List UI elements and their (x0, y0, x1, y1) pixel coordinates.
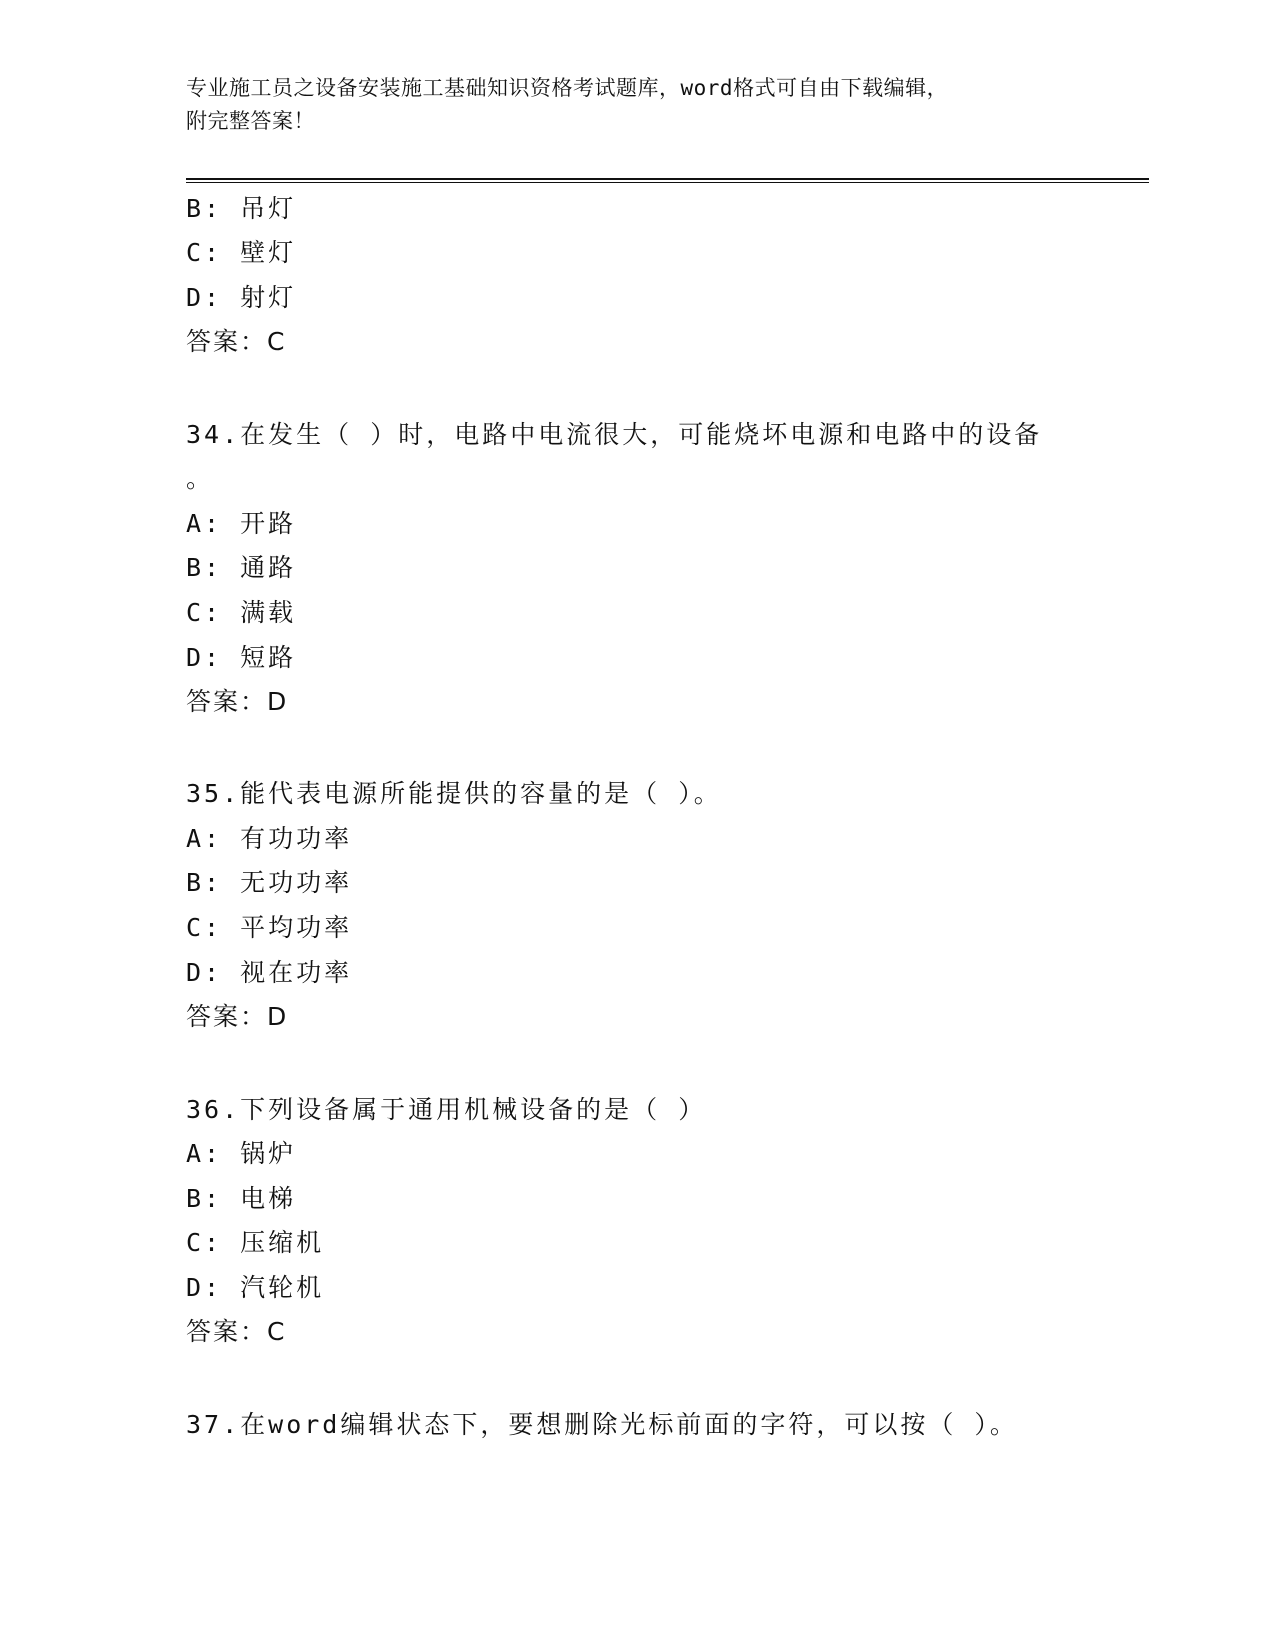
q36-option-b: B: 电梯 (186, 1184, 297, 1213)
q33-answer: 答案：C (186, 327, 287, 356)
q34-option-b: B: 通路 (186, 553, 297, 582)
q35-option-c: C: 平均功率 (186, 913, 353, 942)
q34-option-d: D: 短路 (186, 643, 297, 672)
document-header (186, 72, 1086, 138)
header-divider-thin (186, 182, 1149, 183)
q35-option-b: B: 无功功率 (186, 868, 353, 897)
q36-option-d: D: 汽轮机 (186, 1273, 325, 1302)
header-line-1: 专业施工员之设备安装施工基础知识资格考试题库，word格式可自由下载编辑， (186, 76, 949, 100)
header-divider-thick (186, 178, 1149, 180)
q33-option-d: D: 射灯 (186, 283, 297, 312)
q35-answer: 答案：D (186, 1002, 289, 1031)
q36-option-c: C: 压缩机 (186, 1228, 325, 1257)
q33-option-c: C: 壁灯 (186, 238, 297, 267)
q36-answer: 答案：C (186, 1317, 287, 1346)
q34-stem: 34.在发生（ ）时，电路中电流很大，可能烧坏电源和电路中的设备 (186, 420, 1043, 449)
q36-option-a: A: 锅炉 (186, 1139, 297, 1168)
q35-option-d: D: 视在功率 (186, 958, 353, 987)
q35-stem: 35.能代表电源所能提供的容量的是（ ）。 (186, 779, 722, 808)
q34-answer: 答案：D (186, 687, 289, 716)
header-line-2: 附完整答案！ (186, 109, 315, 133)
q35-option-a: A: 有功功率 (186, 824, 353, 853)
q36-stem: 36.下列设备属于通用机械设备的是（ ） (186, 1095, 707, 1124)
q34-stem-continued: 。 (186, 464, 215, 493)
q34-option-c: C: 满载 (186, 598, 297, 627)
q34-option-a: A: 开路 (186, 509, 297, 538)
q37-stem: 37.在word编辑状态下，要想删除光标前面的字符，可以按（ ）。 (186, 1410, 1018, 1439)
q33-option-b: B: 吊灯 (186, 194, 297, 223)
